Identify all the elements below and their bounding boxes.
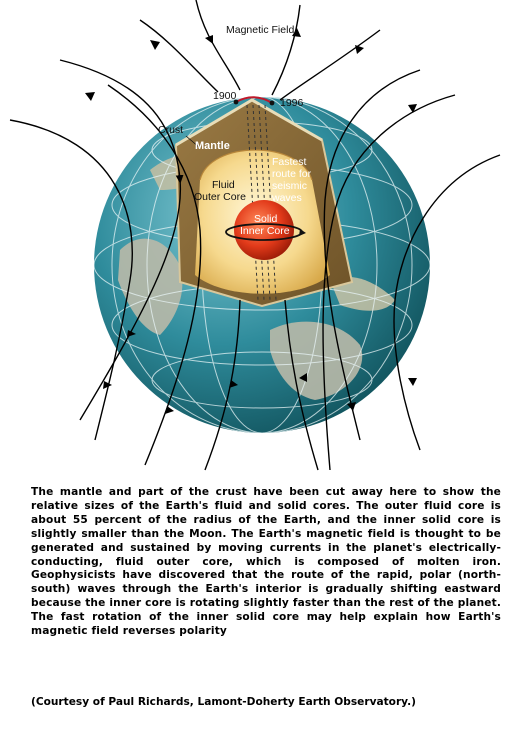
mantle-label: Mantle <box>195 140 230 152</box>
svg-text:Fluid: Fluid <box>212 179 235 191</box>
caption <box>31 486 501 639</box>
year-1996-label: 1996 <box>280 97 304 109</box>
credit-line: (Courtesy of Paul Richards, Lamont-Doherty Earth Observatory.) <box>31 696 416 708</box>
svg-text:seismic: seismic <box>272 180 308 192</box>
year-1900-label: 1900 <box>213 90 237 102</box>
magnetic-field-label: Magnetic Field <box>226 24 295 36</box>
caption-text: The mantle and part of the crust have been cut away here to show the relative sizes of the Earth's fluid and solid cores. The outer fluid core is about 55 percent of the radius of the Earth, and the inner solid core is slightly smaller than the Moon. The Earth's magnetic field is thought to be generated and sustained by moving currents in the planet's electrically-conducting, fluid outer core, which is composed of molten iron. Geophysicists have discovered that the route of the rapid, polar (north-south) waves through the Earth's interior is gradually shifting eastward because the inner core is rotating slightly faster than the rest of the planet. The fast rotation of the inner solid core may help explain how Earth's magnetic field reverses polarity <box>31 486 501 638</box>
svg-text:route for: route for <box>272 168 312 180</box>
svg-text:Inner Core: Inner Core <box>240 225 290 237</box>
svg-text:Solid: Solid <box>254 213 278 225</box>
svg-text:Outer Core: Outer Core <box>194 191 246 203</box>
svg-text:waves: waves <box>272 192 302 204</box>
svg-text:Fastest: Fastest <box>272 156 307 168</box>
crust-label: Crust <box>158 124 184 136</box>
